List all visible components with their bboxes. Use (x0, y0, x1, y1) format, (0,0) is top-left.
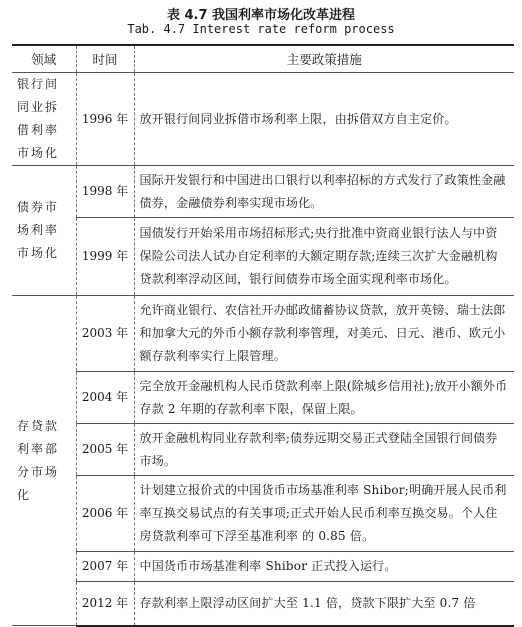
reform-table (12, 44, 514, 627)
policy-cell: 放开银行间同业拆借市场利率上限，由拆借双方自主定价。 (134, 73, 514, 166)
policy-cell: 完全放开金融机构人民币贷款利率上限(除城乡信用社);放开小额外币存款 2 年期的存款利率下限，保留上限。 (134, 372, 514, 424)
policy-cell: 国际开发银行和中国进出口银行以利率招标的方式发行了政策性金融债券，金融债券利率实现市场化。 (134, 166, 514, 218)
year-cell: 2003 年 (76, 296, 134, 372)
policy-cell: 国债发行开始采用市场招标形式;央行批准中资商业银行法人与中资保险公司法人试办自定利率的大额定期存款;连续三次扩大金融机构贷款利率浮动区间，银行间债券市场全面实现利率市场化。 (134, 218, 514, 296)
area-cell: 债券市场利率市场化 (12, 166, 76, 296)
policy-cell: 中国货币市场基准利率 Shibor 正式投入运行。 (134, 552, 514, 582)
table-row (12, 552, 514, 582)
area-cell: 银行间同业拆借利率市场化 (12, 73, 76, 166)
year-cell: 2005 年 (76, 424, 134, 476)
table-row (12, 166, 514, 218)
table-row (12, 73, 514, 166)
policy-cell: 计划建立报价式的中国货币市场基准利率 Shibor;明确开展人民币利率互换交易试点的有关事项;正式开始人民币利率互换交易。个人住房贷款利率可下浮至基准利率 的 0.85 倍。 (134, 476, 514, 552)
table-row (12, 372, 514, 424)
year-cell: 1996 年 (76, 73, 134, 166)
table-title-cn: 表 4.7 我国利率市场化改革进程 (166, 8, 356, 23)
table-header-row (12, 45, 514, 73)
header-policy: 主要政策措施 (134, 45, 514, 73)
header-time: 时间 (76, 45, 134, 73)
table-row (12, 218, 514, 296)
year-cell: 2006 年 (76, 476, 134, 552)
year-cell: 1999 年 (76, 218, 134, 296)
year-cell: 2004 年 (76, 372, 134, 424)
policy-cell: 存款利率上限浮动区间扩大至 1.1 倍，贷款下限扩大至 0.7 倍 (134, 582, 514, 626)
header-area: 领域 (12, 45, 76, 73)
year-cell: 2012 年 (76, 582, 134, 626)
year-cell: 1998 年 (76, 166, 134, 218)
policy-cell: 允许商业银行、农信社开办邮政储蓄协议贷款，放开英镑、瑞士法郎和加拿大元的外币小额存款利率管理，对美元、日元、港币、欧元小额存款利率实行上限管理。 (134, 296, 514, 372)
table-row (12, 296, 514, 372)
policy-cell: 放开金融机构同业存款利率;债券远期交易正式登陆全国银行间债券市场。 (134, 424, 514, 476)
year-cell: 2007 年 (76, 552, 134, 582)
table-title-en: Tab. 4.7 Interest rate reform process (127, 22, 395, 36)
table-row (12, 476, 514, 552)
table-row (12, 424, 514, 476)
area-cell: 存贷款利率部分市场化 (12, 296, 76, 626)
